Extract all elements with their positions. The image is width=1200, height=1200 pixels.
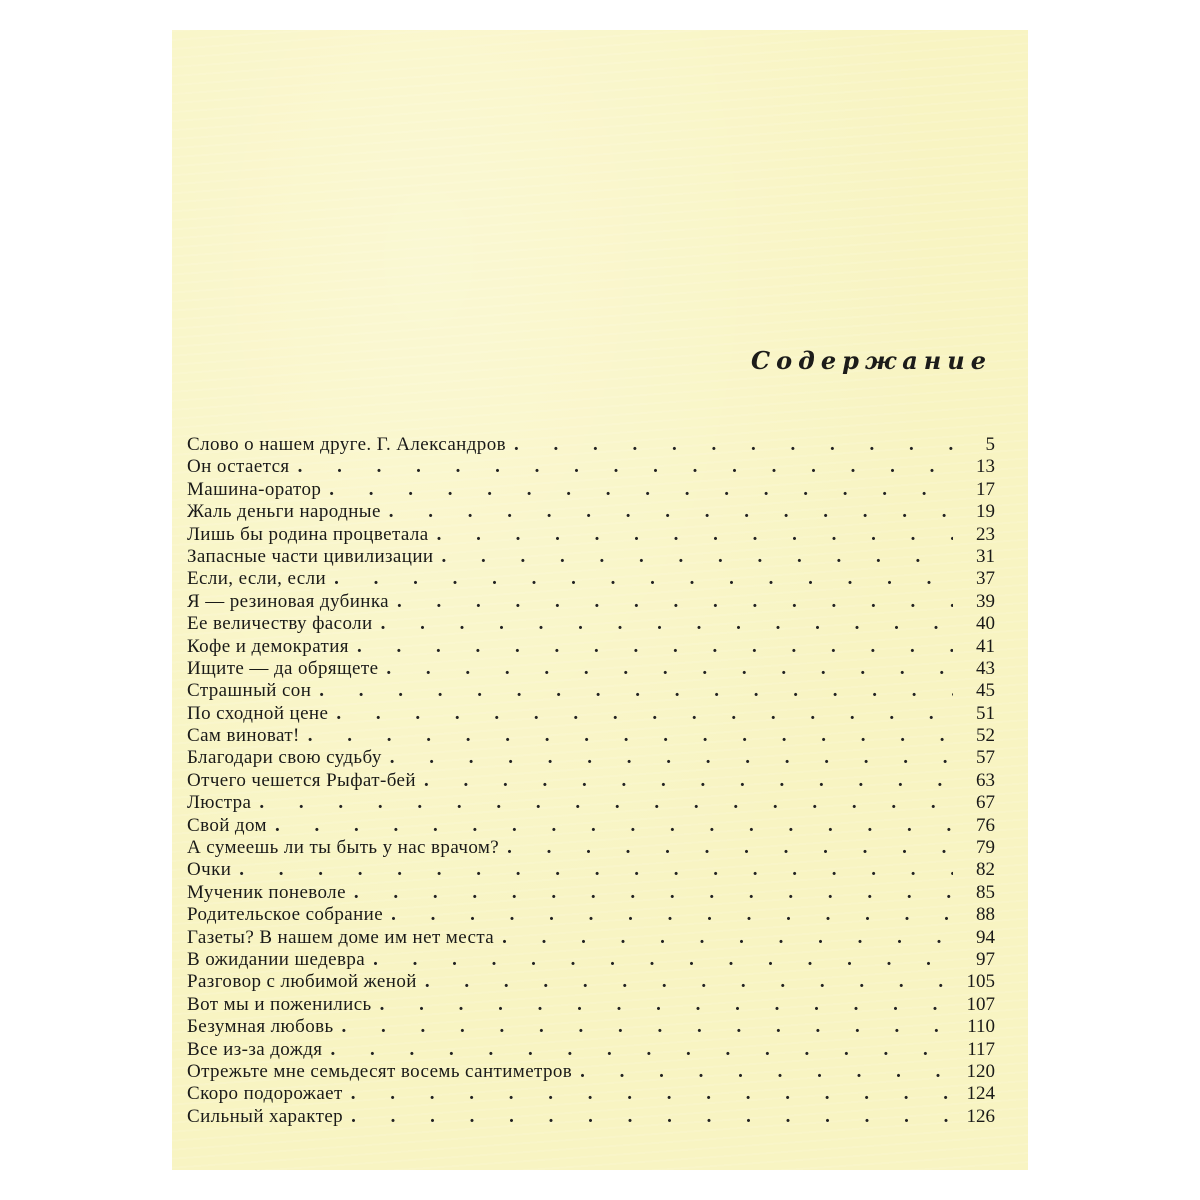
entry-title: Ее величеству фасоли bbox=[187, 613, 373, 635]
entry-page-number: 94 bbox=[976, 926, 995, 948]
entry-title: По сходной цене bbox=[187, 702, 329, 724]
dot-leader bbox=[330, 1039, 953, 1061]
entry-page-number: 13 bbox=[976, 456, 995, 478]
entry-title: Свой дом bbox=[187, 814, 267, 836]
entry-title: Газеты? В нашем доме им нет места bbox=[187, 926, 495, 948]
toc-entry bbox=[187, 1039, 995, 1061]
toc-entry bbox=[187, 568, 995, 590]
entry-page-number: 37 bbox=[976, 568, 995, 590]
entry-page-number: 120 bbox=[966, 1060, 995, 1082]
dot-leader bbox=[389, 501, 953, 523]
dot-leader bbox=[386, 658, 953, 680]
entry-title: Слово о нашем друге. Г. Александров bbox=[187, 434, 506, 455]
entry-title: Вот мы и поженились bbox=[187, 993, 372, 1015]
entry-title: Сильный характер bbox=[187, 1105, 344, 1127]
dot-leader bbox=[351, 1106, 953, 1128]
entry-page-number: 88 bbox=[976, 904, 995, 926]
entry-page-number: 19 bbox=[976, 501, 995, 523]
entry-page-number: 67 bbox=[976, 792, 995, 814]
entry-title: Сам виноват! bbox=[187, 725, 300, 747]
toc-entry bbox=[187, 859, 995, 881]
dot-leader bbox=[514, 434, 953, 456]
dot-leader bbox=[380, 994, 953, 1016]
toc-entry bbox=[187, 456, 995, 478]
entry-title: Жаль деньги народные bbox=[187, 501, 381, 523]
toc-entry bbox=[187, 770, 995, 792]
toc-entry bbox=[187, 1016, 995, 1038]
entry-page-number: 63 bbox=[976, 769, 995, 791]
entry-title: Очки bbox=[187, 859, 232, 881]
entry-page-number: 52 bbox=[976, 725, 995, 747]
toc-entry bbox=[187, 837, 995, 859]
dot-leader bbox=[275, 815, 953, 837]
toc-entry bbox=[187, 1083, 995, 1105]
toc-entry bbox=[187, 591, 995, 613]
dot-leader bbox=[390, 747, 953, 769]
dot-leader bbox=[391, 904, 953, 926]
dot-leader bbox=[507, 837, 953, 859]
dot-leader bbox=[298, 456, 953, 478]
entry-page-number: 31 bbox=[976, 545, 995, 567]
toc-entry bbox=[187, 1061, 995, 1083]
toc-entry bbox=[187, 501, 995, 523]
toc-entry bbox=[187, 680, 995, 702]
entry-title: А сумеешь ли ты быть у нас врачом? bbox=[187, 837, 500, 859]
dot-leader bbox=[397, 591, 953, 613]
entry-title: Машина-оратор bbox=[187, 478, 322, 500]
entry-title: Он остается bbox=[187, 456, 290, 478]
entry-page-number: 126 bbox=[966, 1105, 995, 1127]
entry-page-number: 17 bbox=[976, 478, 995, 500]
entry-title: Запасные части цивилизации bbox=[187, 545, 434, 567]
table-of-contents bbox=[187, 434, 995, 1128]
entry-page-number: 41 bbox=[976, 635, 995, 657]
toc-entry bbox=[187, 1106, 995, 1128]
entry-page-number: 124 bbox=[966, 1083, 995, 1105]
entry-page-number: 43 bbox=[976, 657, 995, 679]
entry-page-number: 39 bbox=[976, 590, 995, 612]
entry-page-number: 57 bbox=[976, 747, 995, 769]
dot-leader bbox=[259, 792, 953, 814]
dot-leader bbox=[580, 1061, 953, 1083]
dot-leader bbox=[351, 1083, 953, 1105]
entry-title: Безумная любовь bbox=[187, 1016, 334, 1038]
dot-leader bbox=[308, 725, 953, 747]
entry-title: Благодари свою судьбу bbox=[187, 747, 382, 769]
entry-page-number: 76 bbox=[976, 814, 995, 836]
dot-leader bbox=[357, 636, 953, 658]
entry-page-number: 85 bbox=[976, 881, 995, 903]
toc-entry bbox=[187, 815, 995, 837]
dot-leader bbox=[319, 680, 953, 702]
entry-title: Скоро подорожает bbox=[187, 1083, 343, 1105]
dot-leader bbox=[437, 524, 953, 546]
dot-leader bbox=[336, 703, 953, 725]
entry-title: Я — резиновая дубинка bbox=[187, 590, 390, 612]
entry-title: Люстра bbox=[187, 792, 252, 814]
toc-entry bbox=[187, 636, 995, 658]
toc-entry bbox=[187, 994, 995, 1016]
dot-leader bbox=[425, 971, 953, 993]
entry-page-number: 5 bbox=[985, 434, 995, 455]
toc-entry bbox=[187, 904, 995, 926]
entry-title: Страшный сон bbox=[187, 680, 312, 702]
toc-entry bbox=[187, 546, 995, 568]
dot-leader bbox=[424, 770, 953, 792]
toc-entry bbox=[187, 792, 995, 814]
toc-entry bbox=[187, 927, 995, 949]
entry-title: Ищите — да обрящете bbox=[187, 657, 379, 679]
entry-title: Лишь бы родина процветала bbox=[187, 523, 429, 545]
toc-entry bbox=[187, 747, 995, 769]
dot-leader bbox=[334, 568, 953, 590]
dot-leader bbox=[239, 859, 953, 881]
dot-leader bbox=[441, 546, 953, 568]
entry-page-number: 51 bbox=[976, 702, 995, 724]
dot-leader bbox=[342, 1016, 953, 1038]
entry-title: Если, если, если bbox=[187, 568, 327, 590]
page-title: Содержание bbox=[751, 346, 992, 375]
book-page bbox=[172, 30, 1028, 1170]
entry-page-number: 45 bbox=[976, 680, 995, 702]
toc-entry bbox=[187, 971, 995, 993]
entry-title: Все из-за дождя bbox=[187, 1038, 323, 1060]
entry-title: Разговор с любимой женой bbox=[187, 971, 417, 993]
entry-page-number: 23 bbox=[976, 523, 995, 545]
entry-title: Отрежьте мне семьдесят восемь сантиметров bbox=[187, 1060, 573, 1082]
entry-page-number: 107 bbox=[966, 993, 995, 1015]
toc-entry bbox=[187, 949, 995, 971]
toc-entry bbox=[187, 725, 995, 747]
entry-page-number: 97 bbox=[976, 948, 995, 970]
entry-title: Мученик поневоле bbox=[187, 881, 346, 903]
dot-leader bbox=[329, 479, 953, 501]
entry-page-number: 105 bbox=[966, 971, 995, 993]
toc-entry bbox=[187, 658, 995, 680]
entry-page-number: 110 bbox=[967, 1016, 995, 1038]
dot-leader bbox=[354, 882, 953, 904]
dot-leader bbox=[373, 949, 953, 971]
entry-title: Отчего чешется Рыфат-бей bbox=[187, 769, 416, 791]
toc-entry bbox=[187, 882, 995, 904]
dot-leader bbox=[502, 927, 953, 949]
entry-page-number: 40 bbox=[976, 613, 995, 635]
toc-entry bbox=[187, 524, 995, 546]
toc-entry bbox=[187, 479, 995, 501]
entry-title: Кофе и демократия bbox=[187, 635, 349, 657]
entry-title: Родительское собрание bbox=[187, 904, 384, 926]
entry-page-number: 82 bbox=[976, 859, 995, 881]
toc-entry bbox=[187, 434, 995, 456]
entry-page-number: 117 bbox=[967, 1038, 995, 1060]
toc-entry bbox=[187, 703, 995, 725]
dot-leader bbox=[381, 613, 953, 635]
toc-entry bbox=[187, 613, 995, 635]
entry-page-number: 79 bbox=[976, 837, 995, 859]
entry-title: В ожидании шедевра bbox=[187, 948, 366, 970]
